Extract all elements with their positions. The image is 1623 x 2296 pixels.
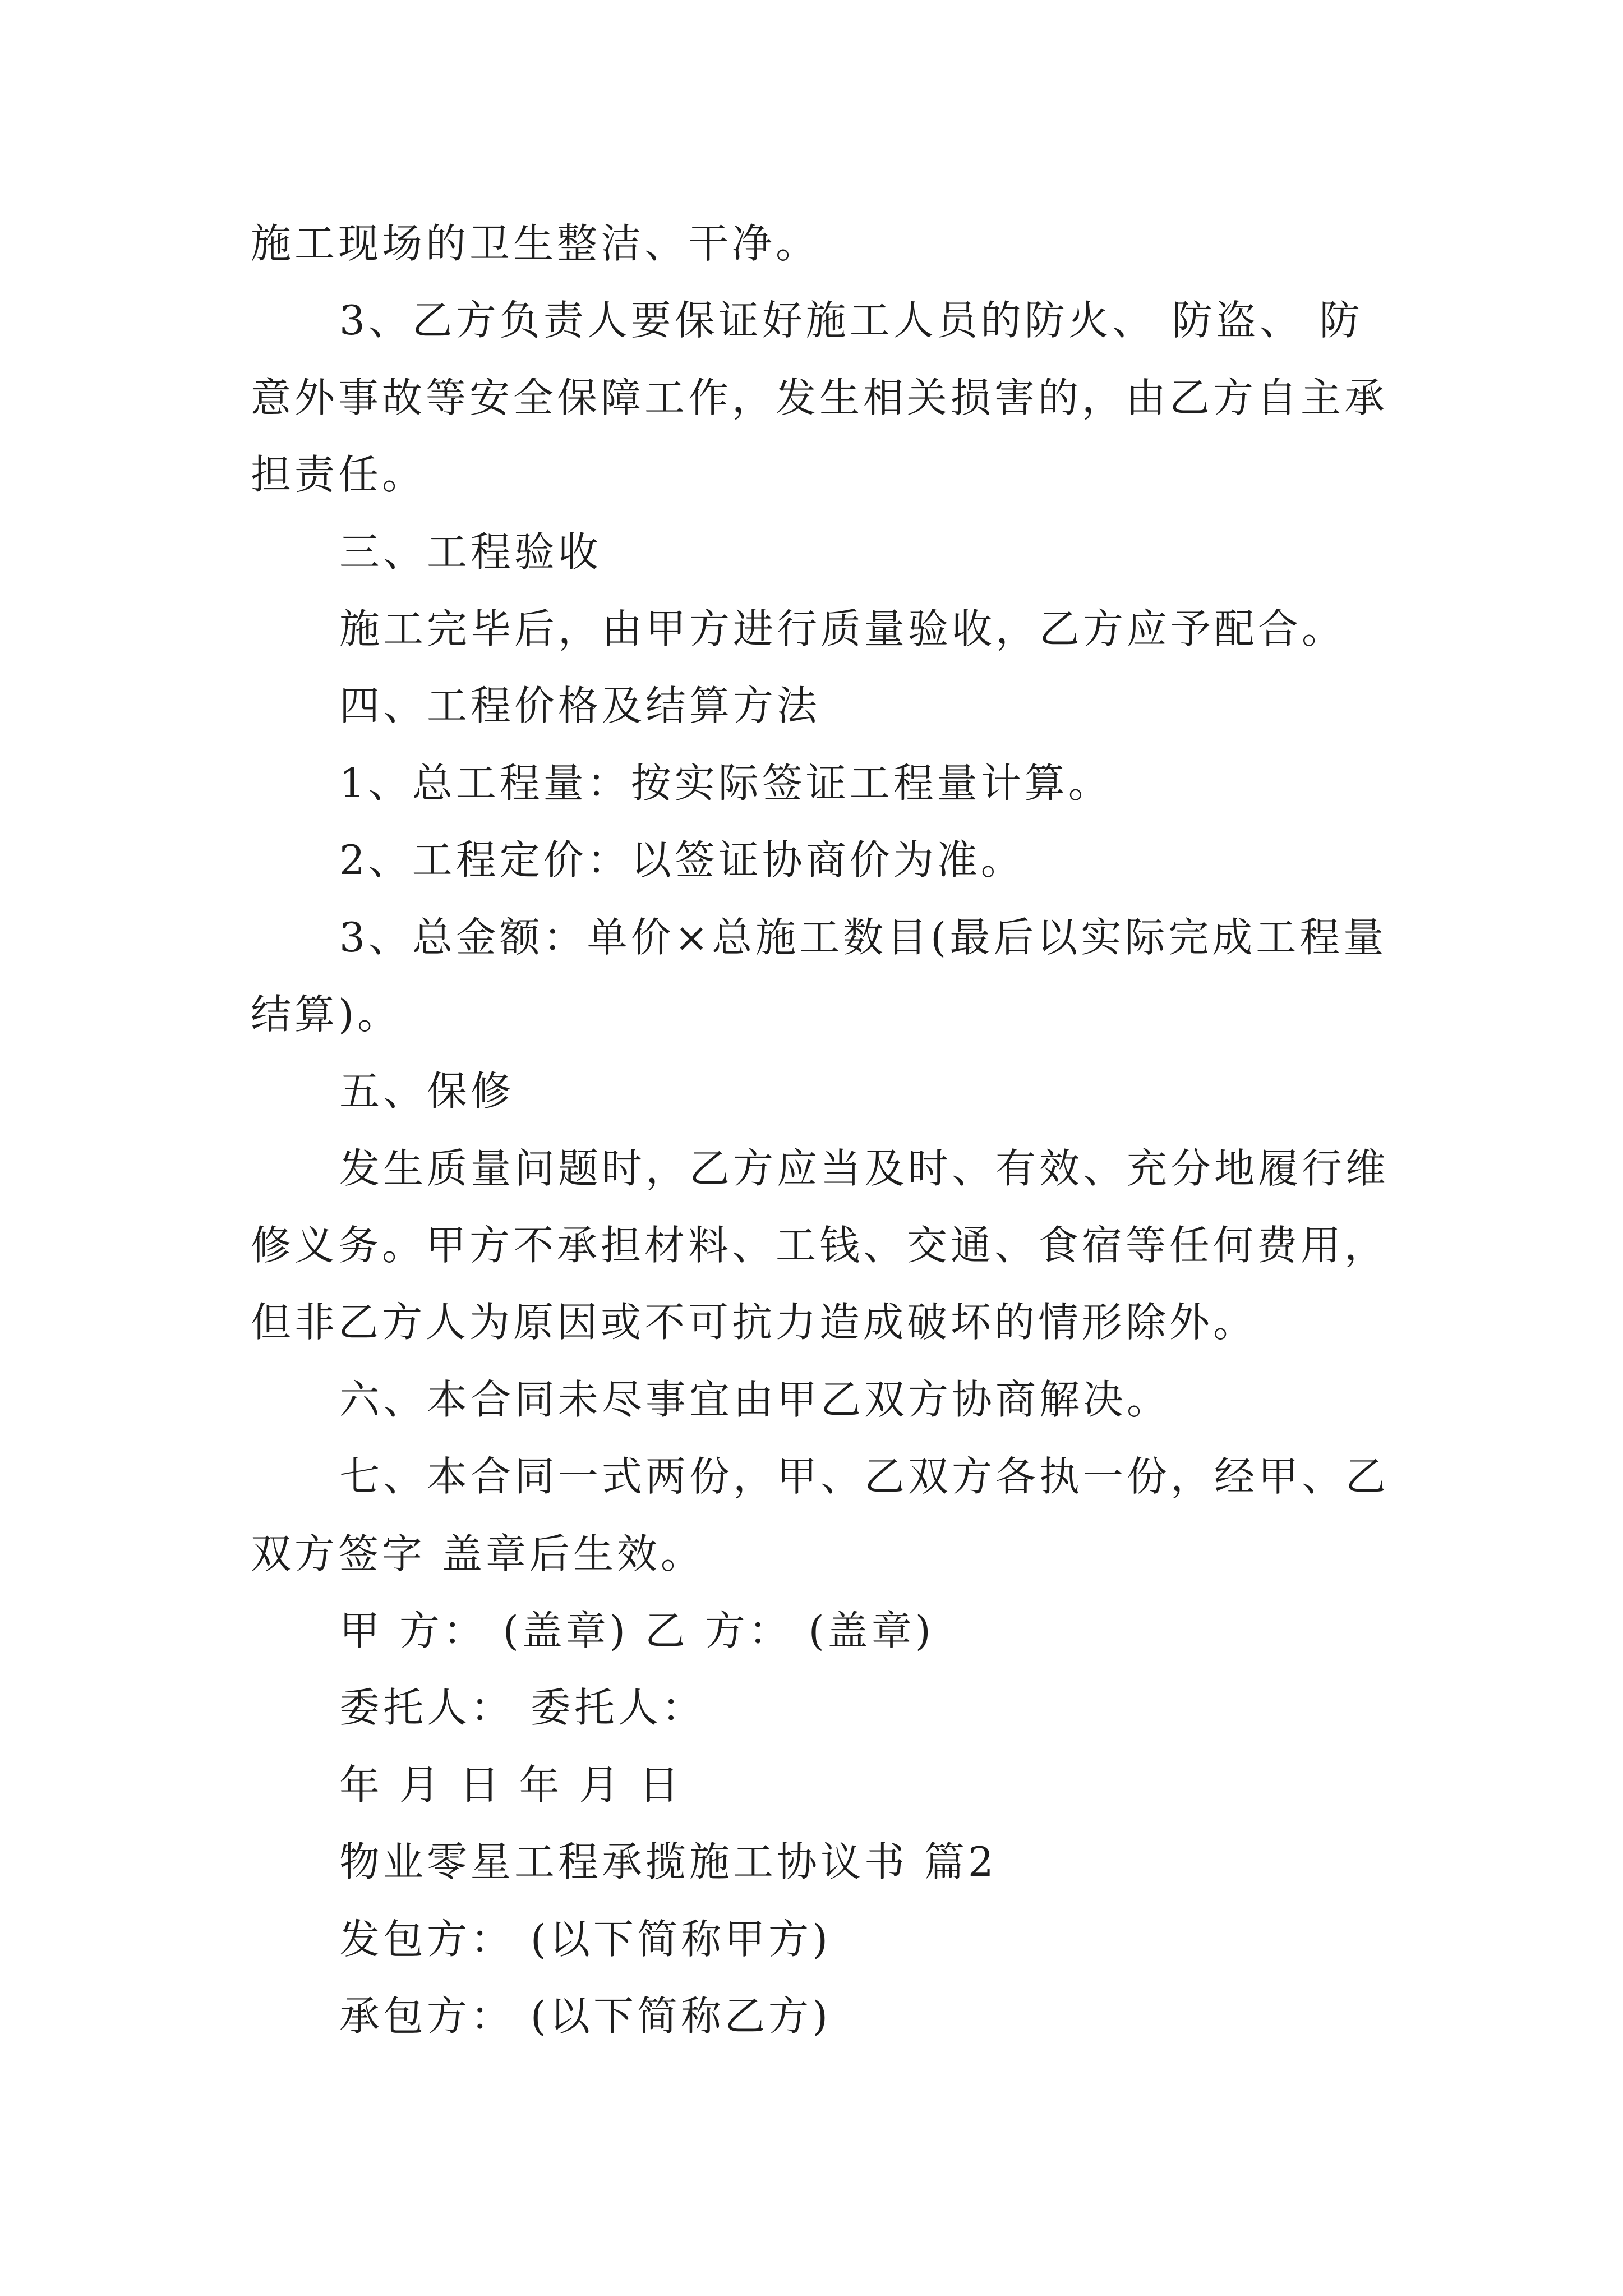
paragraph-line: 但非乙方人为原因或不可抗力造成破坏的情形除外。 [251, 1299, 1257, 1346]
section-heading: 三、工程验收 [339, 528, 602, 576]
paragraph-line: 施工完毕后，由甲方进行质量验收，乙方应予配合。 [339, 605, 1346, 652]
party-line: 发包方： (以下简称甲方) [339, 1915, 832, 1963]
party-line: 承包方： (以下简称乙方) [339, 1992, 832, 2040]
section-heading: 四、工程价格及结算方法 [339, 682, 821, 730]
paragraph-line: 3、乙方负责人要保证好施工人员的防火、 防盗、 防 [339, 297, 1363, 344]
signature-line: 委托人： 委托人： [339, 1684, 706, 1732]
date-line: 年 月 日 年 月 日 [339, 1761, 683, 1809]
signature-line: 甲 方： (盖章) 乙 方： (盖章) [339, 1607, 934, 1655]
document-body [251, 205, 1428, 2055]
paragraph-line: 发生质量问题时，乙方应当及时、有效、充分地履行维 [339, 1144, 1390, 1192]
paragraph-line: 担责任。 [251, 451, 426, 499]
paragraph-line: 七、本合同一式两份，甲、乙双方各执一份，经甲、乙 [339, 1453, 1390, 1501]
paragraph-line: 结算)。 [251, 990, 402, 1038]
paragraph-line: 3、总金额：单价×总施工数目(最后以实际完成工程量 [339, 913, 1387, 961]
paragraph-line: 1、总工程量：按实际签证工程量计算。 [339, 759, 1112, 807]
paragraph-line: 双方签字 盖章后生效。 [251, 1530, 704, 1577]
section-heading: 五、保修 [339, 1068, 515, 1115]
paragraph-line: 六、本合同未尽事宜由甲乙双方协商解决。 [339, 1375, 1171, 1423]
paragraph-line: 意外事故等安全保障工作，发生相关损害的，由乙方自主承 [251, 374, 1389, 421]
paragraph-line: 2、工程定价：以签证协商价为准。 [339, 836, 1025, 884]
paragraph-line: 修义务。甲方不承担材料、工钱、交通、食宿等任何费用， [251, 1222, 1389, 1269]
document-title: 物业零星工程承揽施工协议书 篇2 [339, 1838, 997, 1886]
paragraph-line: 施工现场的卫生整洁、干净。 [251, 220, 820, 267]
